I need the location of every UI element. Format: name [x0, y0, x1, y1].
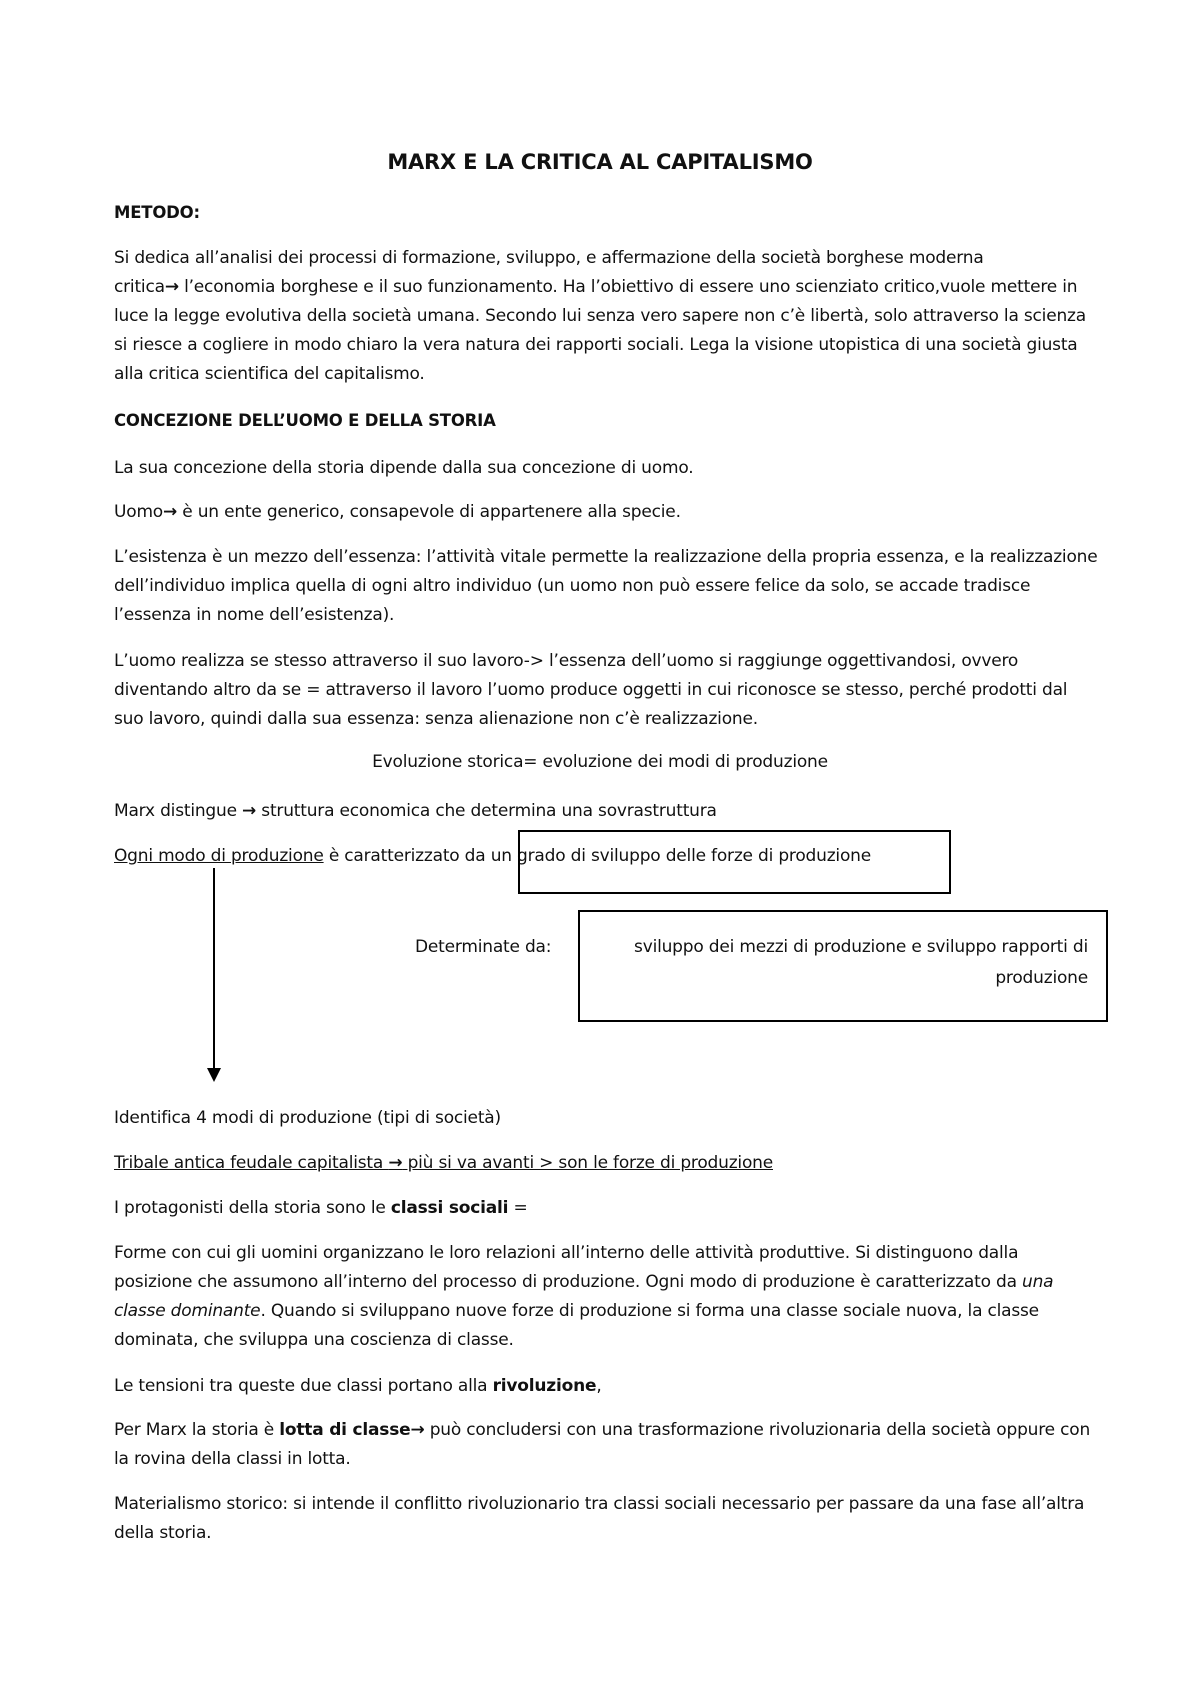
forme-pre: Forme con cui gli uomini organizzano le loro relazioni all’interno delle attività produttive. Si distinguono dalla posizione che assumono all’interno del processo di produzione. Ogni modo di produzione è caratterizzato da [114, 1243, 1023, 1292]
forme-post: . Quando si sviluppano nuove forze di produzione si forma una classe sociale nuova, la classe dominata, che sviluppa una coscienza di classe. [114, 1301, 1039, 1350]
box1-text: un grado di sviluppo delle forze di produzione [490, 846, 871, 866]
arrow-right-icon: → [388, 1153, 403, 1173]
paragraph-metodo [114, 244, 1099, 389]
lotta-post: può concludersi con una trasformazione rivoluzionaria della società oppure con la rovina della classi in lotta. [114, 1420, 1091, 1469]
paragraph-tribale [114, 1149, 1099, 1178]
forme-italic: una classe dominante [114, 1272, 1054, 1321]
paragraph-forme [114, 1239, 1099, 1355]
paragraph-esistenza: L’esistenza è un mezzo dell’essenza: l’attività vitale permette la realizzazione della propria essenza, e la realizzazione dell’individuo implica quella di ogni altro individuo (un uomo non può essere felice da solo, se accade tradisce l’essenza in nome dell’esistenza). [114, 547, 1098, 625]
box-mezzi-produzione [578, 910, 1108, 1022]
paragraph-uomo [114, 498, 1099, 527]
paragraph-marx-distingue [114, 797, 1099, 826]
arrow-right-icon: → [164, 277, 179, 297]
metodo-post: l’economia borghese e il suo funzionamento. Ha l’obiettivo di essere uno scienziato critico,vuole mettere in luce la legge evolutiva della società umana. Secondo lui senza vero sapere non c’è libertà, solo attraverso la scienza si riesce a cogliere in modo chiaro la vera natura dei rapporti sociali. Lega la visione utopistica di una società giusta alla critica scientifica del capitalismo. [114, 277, 1086, 384]
protagonisti-post: = [508, 1198, 528, 1218]
metodo-line1: Si dedica all’analisi dei processi di formazione, sviluppo, e affermazione della società borghese moderna [114, 248, 984, 268]
page-title: MARX E LA CRITICA AL CAPITALISMO [387, 150, 813, 174]
heading-concezione: CONCEZIONE DELL’UOMO E DELLA STORIA [114, 411, 496, 430]
lotta-bold: lotta di classe [279, 1420, 411, 1440]
tribale-pre: Tribale antica feudale capitalista [114, 1153, 389, 1173]
marx-distingue-label: Marx distingue [114, 801, 243, 821]
uomo-text: è un ente generico, consapevole di appartenere alla specie. [177, 502, 681, 522]
box-forze-produzione [518, 830, 951, 894]
tensioni-post: , [596, 1376, 602, 1396]
protagonisti-pre: I protagonisti della storia sono le [114, 1198, 391, 1218]
tensioni-pre: Le tensioni tra queste due classi portano alla [114, 1376, 493, 1396]
paragraph-concezione-1: La sua concezione della storia dipende dalla sua concezione di uomo. [114, 458, 694, 478]
tribale-underlined [114, 1153, 773, 1173]
tensioni-bold: rivoluzione [492, 1376, 597, 1396]
paragraph-lotta-classe [114, 1416, 1099, 1474]
box2-text: sviluppo dei mezzi di produzione e sviluppo rapporti di produzione [634, 937, 1088, 988]
down-arrow-icon [203, 868, 227, 1084]
tribale-post: più si va avanti > son le forze di produzione [402, 1153, 773, 1173]
metodo-pre: critica [114, 277, 165, 297]
arrow-right-icon: → [242, 801, 257, 821]
arrow-right-icon: → [163, 502, 178, 522]
arrow-right-icon: → [410, 1420, 425, 1440]
paragraph-lavoro: L’uomo realizza se stesso attraverso il suo lavoro-> l’essenza dell’uomo si raggiunge oggettivandosi, ovvero diventando altro da se = attraverso il lavoro l’uomo produce oggetti in cui riconosce se stesso, perché prodotti dal suo lavoro, quindi dalla sua essenza: senza alienazione non c’è realizzazione. [114, 651, 1068, 729]
heading-metodo: METODO: [114, 203, 200, 222]
centered-statement: Evoluzione storica= evoluzione dei modi di produzione [372, 752, 828, 772]
protagonisti-bold: classi sociali [390, 1198, 509, 1218]
uomo-label: Uomo [114, 502, 164, 522]
paragraph-materialismo: Materialismo storico: si intende il conflitto rivoluzionario tra classi sociali necessario per passare da una fase all’altra della storia. [114, 1494, 1085, 1543]
modo-produzione-underlined: Ogni modo di produzione [114, 846, 324, 866]
lotta-pre: Per Marx la storia è [114, 1420, 280, 1440]
paragraph-protagonisti [114, 1194, 1099, 1223]
modo-produzione-rest: è caratterizzato da [323, 846, 491, 866]
determinate-label: Determinate da: [415, 937, 552, 957]
marx-distingue-text: struttura economica che determina una sovrastruttura [256, 801, 717, 821]
paragraph-identifica: Identifica 4 modi di produzione (tipi di società) [114, 1108, 501, 1128]
paragraph-tensioni [114, 1372, 1099, 1401]
